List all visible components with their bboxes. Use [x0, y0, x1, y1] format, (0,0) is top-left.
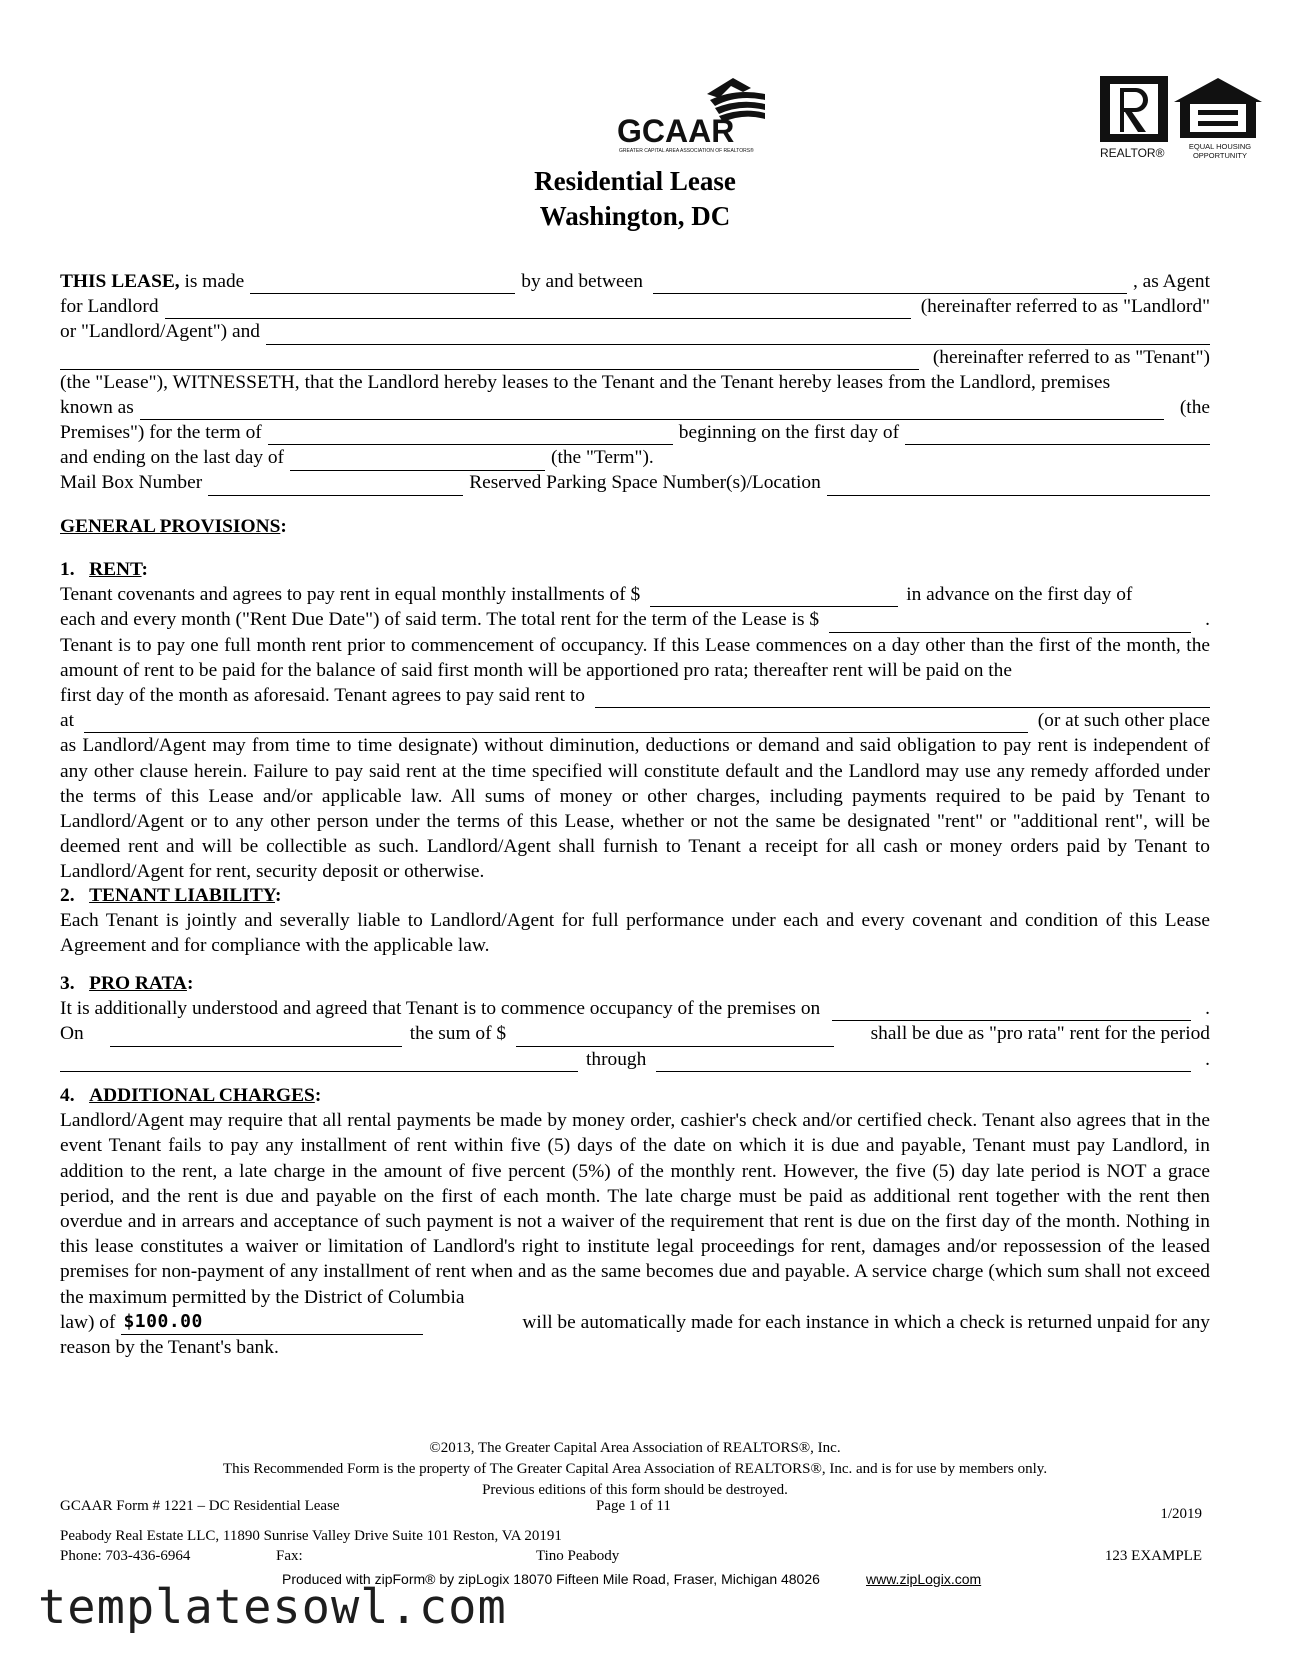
occupancy-text: It is additionally understood and agreed that Tenant is to commence occupancy of the premises on	[60, 998, 821, 1020]
premises-address-field[interactable]	[140, 400, 1164, 420]
as-agent-text: , as Agent	[1132, 270, 1210, 292]
produced-with-text: Produced with zipForm® by zipLogix 18070 Fifteen Mile Road, Fraser, Michigan 48026	[282, 1571, 820, 1587]
lease-date-field[interactable]	[250, 274, 515, 294]
landlord-agent-text: or "Landlord/Agent") and	[60, 321, 260, 343]
service-charge-value: $100.00	[123, 1310, 203, 1332]
svg-text:EQUAL HOUSING: EQUAL HOUSING	[1188, 142, 1252, 151]
by-and-between-text: by and between	[521, 270, 643, 292]
tenant-liability-body: Each Tenant is jointly and severally liable to Landlord/Agent for full performance under each and every covenant and condition of this Lease Agreement and for compliance with the applicable law.	[60, 910, 1210, 957]
additional-charges-paragraph: Landlord/Agent may require that all rental payments be made by money order, cashier's check and/or certified check. Tenant also agrees that in the event Tenant fails to pay any installment of rent within five (5) days of the date on which it is due and payable, Tenant must pay Landlord, in addition to the rent, a late charge in the amount of five percent (5%) of the monthly rent. However, the five (5) day late period is NOT a grace period, and the rent is due and payable on the first of each month. The late charge must be paid as additional rent together with the rent then overdue and in arrears and acceptance of such payment is not a waiver of the requirement that rent is due on the first day of the month. Nothing in this lease constitutes a waiver or limitation of Landlord's right to institute legal proceedings for rent, damages and/or repossession of the leased premises for non-payment of any installment of rent when and as the same becomes due and payable. A service charge (which sum shall not exceed the maximum permitted by the District of Columbia	[60, 1110, 1210, 1308]
the-text: (the	[1179, 396, 1210, 418]
svg-text:GREATER CAPITAL AREA ASSOCIATI: GREATER CAPITAL AREA ASSOCIATION OF REALTORS®	[619, 148, 754, 154]
section-pro-rata	[60, 971, 1210, 1072]
for-landlord-text: for Landlord	[60, 296, 159, 318]
rent-payment-address-field[interactable]	[84, 713, 1028, 733]
returned-check-text: will be automatically made for each instance in which a check is returned unpaid for any	[522, 1311, 1210, 1333]
section-rent	[60, 557, 1210, 885]
form-date: 1/2019	[1160, 1506, 1202, 1522]
total-rent-field[interactable]	[829, 613, 1191, 633]
premises-term-text: Premises") for the term of	[60, 422, 262, 444]
agent-name-field[interactable]	[653, 274, 1127, 294]
period-text: .	[1205, 609, 1210, 631]
monthly-rent-field[interactable]	[650, 587, 898, 607]
section-tenant-liability	[60, 883, 1210, 959]
parking-space-field[interactable]	[827, 476, 1210, 496]
ziplogix-link[interactable]: www.zipLogix.com	[866, 1571, 982, 1587]
parking-label: Reserved Parking Space Number(s)/Location	[469, 472, 821, 494]
footer-company: Peabody Real Estate LLC, 11890 Sunrise Valley Drive Suite 101 Reston, VA 20191	[60, 1528, 562, 1544]
general-provisions-heading: GENERAL PROVISIONS:	[60, 516, 287, 537]
sum-of-text: the sum of $	[409, 1023, 507, 1045]
period-text: .	[1205, 1048, 1210, 1070]
phone-text: Phone: 703-436-6964	[60, 1548, 191, 1564]
footer-copyright: ©2013, The Greater Capital Area Association of REALTORS®, Inc.	[429, 1440, 841, 1456]
mailbox-label: Mail Box Number	[60, 472, 203, 494]
tenant-liability-heading: 2. TENANT LIABILITY:	[60, 885, 282, 906]
ending-text: and ending on the last day of	[60, 447, 285, 469]
tenant-bank-text: reason by the Tenant's bank.	[60, 1337, 279, 1358]
document-title-line2: Washington, DC	[539, 201, 731, 231]
pro-rata-period-end-field[interactable]	[656, 1052, 1191, 1072]
lease-term-field[interactable]	[268, 425, 673, 445]
fax-text: Fax:	[276, 1548, 303, 1564]
other-place-text: (or at such other place	[1037, 710, 1210, 732]
through-text: through	[586, 1048, 647, 1070]
landlord-name-field[interactable]	[165, 299, 911, 319]
known-as-text: known as	[60, 396, 134, 418]
tenant-reference-text: (hereinafter referred to as "Tenant")	[932, 346, 1210, 368]
footer-previous-editions: Previous editions of this form should be destroyed.	[482, 1482, 788, 1498]
on-text: On	[60, 1023, 84, 1045]
tenant-name-field-2[interactable]	[60, 350, 919, 370]
example-label: 123 EXAMPLE	[1104, 1548, 1202, 1564]
rent-paragraph-1: Tenant is to pay one full month rent prior to commencement of occupancy. If this Lease commences on a day other than the first of the month, the amount of rent to be paid for the balance of said first month will be apportioned pro rata; thereafter rent will be paid on the	[60, 634, 1210, 681]
footer-property-notice: This Recommended Form is the property of The Greater Capital Area Association of REALTORS®, Inc. and is for use by members only.	[222, 1461, 1048, 1477]
svg-text:GCAAR: GCAAR	[617, 113, 735, 149]
pro-rata-amount-field[interactable]	[516, 1027, 834, 1047]
landlord-reference-text: (hereinafter referred to as "Landlord"	[920, 296, 1210, 318]
rent-payee-field[interactable]	[595, 688, 1210, 708]
total-rent-text: each and every month ("Rent Due Date") of said term. The total rent for the term of the Lease is $	[60, 609, 820, 631]
rent-monthly-text: Tenant covenants and agrees to pay rent in equal monthly installments of $	[60, 584, 641, 606]
agent-name: Tino Peabody	[536, 1548, 620, 1564]
pro-rata-date-field[interactable]	[110, 1027, 402, 1047]
term-end-field[interactable]	[290, 451, 545, 471]
service-charge-field[interactable]	[121, 1310, 423, 1335]
tenant-name-field-1[interactable]	[266, 325, 1210, 345]
pay-rent-to-text: first day of the month as aforesaid. Tenant agrees to pay said rent to	[60, 684, 585, 706]
additional-charges-heading: 4. ADDITIONAL CHARGES:	[60, 1085, 322, 1106]
watermark-text: templatesowl.com	[38, 1580, 507, 1635]
occupancy-date-field[interactable]	[832, 1001, 1191, 1021]
pro-rata-heading: 3. PRO RATA:	[60, 973, 194, 994]
witnesseth-text: (the "Lease"), WITNESSETH, that the Landlord hereby leases to the Tenant and the Tenant hereby leases from the Landlord, premises	[60, 371, 1111, 393]
mailbox-number-field[interactable]	[208, 476, 463, 496]
svg-text:OPPORTUNITY: OPPORTUNITY	[1192, 151, 1248, 160]
svg-text:REALTOR®: REALTOR®	[1100, 146, 1165, 160]
term-begin-field[interactable]	[905, 425, 1210, 445]
advance-text: in advance on the first day of	[906, 584, 1133, 606]
beginning-text: beginning on the first day of	[678, 422, 900, 444]
rent-paragraph-2: as Landlord/Agent may from time to time designate) without diminution, deductions or demand and said obligation to pay rent is independent of any other clause herein. Failure to pay said rent at the time specified will constitute default and the Landlord may use any remedy afforded under the terms of this Lease and/or applicable law. All sums of money or other charges, including payments required to be paid by Tenant to Landlord/Agent or to any other person under the terms of this Lease, whether or not the same be designated "rent" or "additional rent", will be deemed rent and will be collectible as such. Landlord/Agent shall furnish to Tenant a receipt for all cash or money orders paid by Tenant to Landlord/Agent for rent, security deposit or otherwise.	[60, 735, 1210, 883]
at-text: at	[60, 710, 74, 732]
lease-intro	[60, 269, 1210, 496]
form-id: GCAAR Form # 1221 – DC Residential Lease	[60, 1498, 340, 1514]
rent-heading: 1. RENT:	[60, 559, 148, 580]
pro-rata-period-text: shall be due as "pro rata" rent for the period	[870, 1023, 1210, 1045]
document-title-line1: Residential Lease	[534, 166, 736, 196]
law-of-text: law) of	[60, 1311, 116, 1333]
realtor-logo	[1100, 76, 1170, 162]
period-text: .	[1205, 998, 1210, 1020]
gcaar-logo	[615, 74, 780, 154]
the-term-text: (the "Term").	[551, 447, 654, 469]
pro-rata-period-start-field[interactable]	[60, 1052, 578, 1072]
is-made-text: is made	[184, 270, 245, 292]
this-lease-label: THIS LEASE,	[60, 270, 180, 292]
page-number: Page 1 of 11	[596, 1498, 671, 1514]
equal-housing-logo	[1172, 76, 1268, 162]
section-additional-charges	[60, 1083, 1210, 1360]
